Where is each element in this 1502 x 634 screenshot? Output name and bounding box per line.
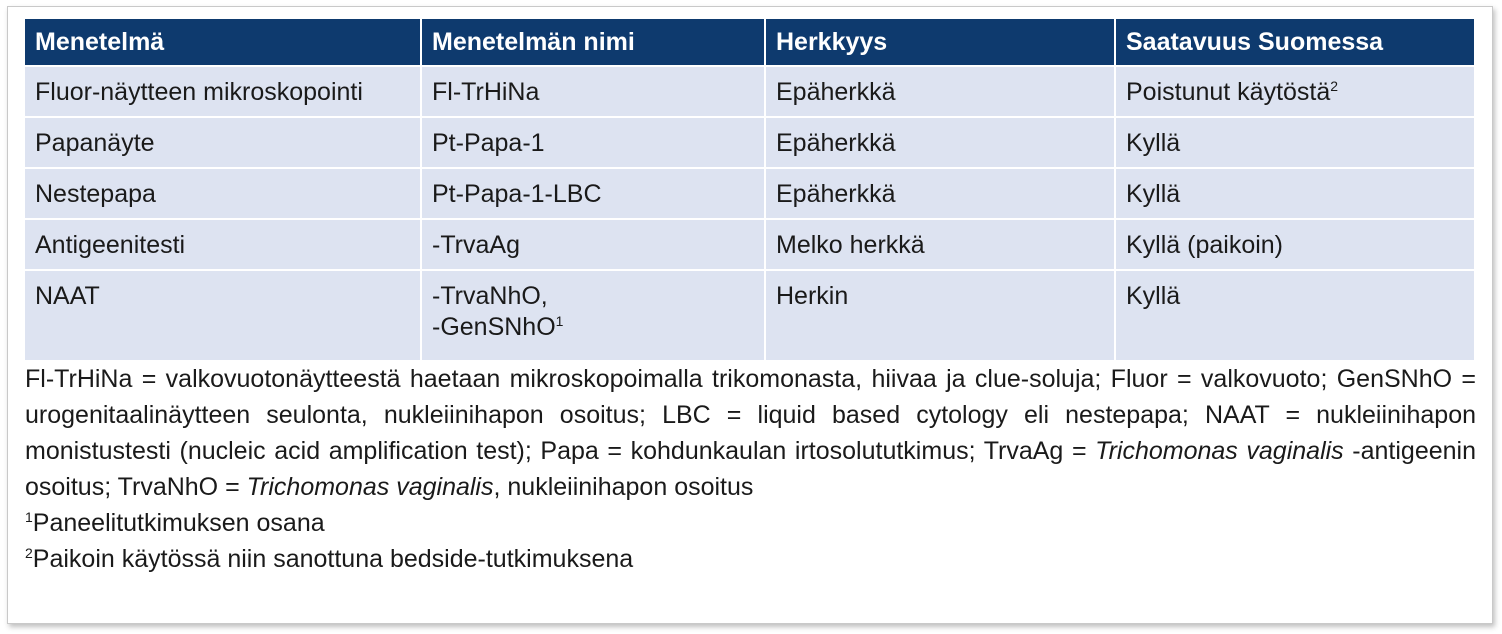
methods-table [25, 19, 1474, 360]
header-method-name: Menetelmän nimi [421, 19, 765, 66]
table-row [25, 270, 1474, 360]
footnote-text: Paikoin käytössä niin sanottuna bedside-tutkimuksena [32, 545, 634, 573]
header-availability: Saatavuus Suomessa [1115, 19, 1474, 66]
cell-sensitivity: Epäherkkä [765, 117, 1115, 168]
legend-text: -antigeenin osoitus; TrvaNhO = [25, 437, 1476, 501]
cell-method: Papanäyte [25, 117, 421, 168]
cell-method: Antigeenitesti [25, 219, 421, 270]
footnote-mark: 1 [25, 509, 33, 525]
table-row [25, 66, 1474, 117]
cell-method: Fluor-näytteen mikroskopointi [25, 66, 421, 117]
name-line-2: -GenSNhO [432, 313, 556, 341]
legend-species: Trichomonas vaginalis [1095, 437, 1344, 465]
cell-name: Pt-Papa-1 [421, 117, 765, 168]
cell-name: Fl-TrHiNa [421, 66, 765, 117]
cell-availability: Kyllä [1115, 270, 1474, 360]
header-method: Menetelmä [25, 19, 421, 66]
legend-text: Fl-TrHiNa = valkovuotonäytteestä haetaan mikroskopoimalla trikomonasta, hiivaa ja clue-soluja; Fluor = valkovuoto; GenSNhO = urogenitaalinäytteen seulonta, nukleiinihapon osoitus; LBC = liquid based cytology eli nestepapa; NAAT = nukleiinihapon monistustesti (nucleic acid amplification test); Papa = kohdunkaulan irtosolututkimus; TrvaAg = [25, 365, 1476, 465]
cell-sensitivity: Epäherkkä [765, 168, 1115, 219]
cell-availability: Kyllä [1115, 168, 1474, 219]
table-row [25, 219, 1474, 270]
cell-availability: Kyllä (paikoin) [1115, 219, 1474, 270]
cell-availability: Kyllä [1115, 117, 1474, 168]
footnote-ref: 2 [1330, 78, 1339, 94]
table-row [25, 117, 1474, 168]
name-line-1: -TrvaNhO, [432, 282, 548, 310]
legend-species: Trichomonas vaginalis [246, 473, 494, 501]
cell-sensitivity: Herkin [765, 270, 1115, 360]
cell-method: NAAT [25, 270, 421, 360]
cell-name: -TrvaAg [421, 219, 765, 270]
availability-text: Poistunut käytöstä [1126, 78, 1331, 106]
header-row [25, 19, 1474, 66]
cell-name: Pt-Papa-1-LBC [421, 168, 765, 219]
footnote-ref: 1 [555, 313, 564, 329]
cell-availability [1115, 66, 1474, 117]
legend-text: , nukleiinihapon osoitus [493, 473, 754, 501]
cell-name [421, 270, 765, 360]
header-sensitivity: Herkkyys [765, 19, 1115, 66]
footnote-mark: 2 [25, 545, 33, 561]
footnote-2 [25, 541, 1476, 577]
table-frame [7, 6, 1493, 624]
cell-sensitivity: Melko herkkä [765, 219, 1115, 270]
abbreviation-legend [25, 361, 1476, 505]
table-notes [25, 361, 1476, 577]
cell-sensitivity: Epäherkkä [765, 66, 1115, 117]
table-row [25, 168, 1474, 219]
footnote-1 [25, 505, 1476, 541]
footnote-text: Paneelitutkimuksen osana [32, 509, 325, 537]
cell-method: Nestepapa [25, 168, 421, 219]
